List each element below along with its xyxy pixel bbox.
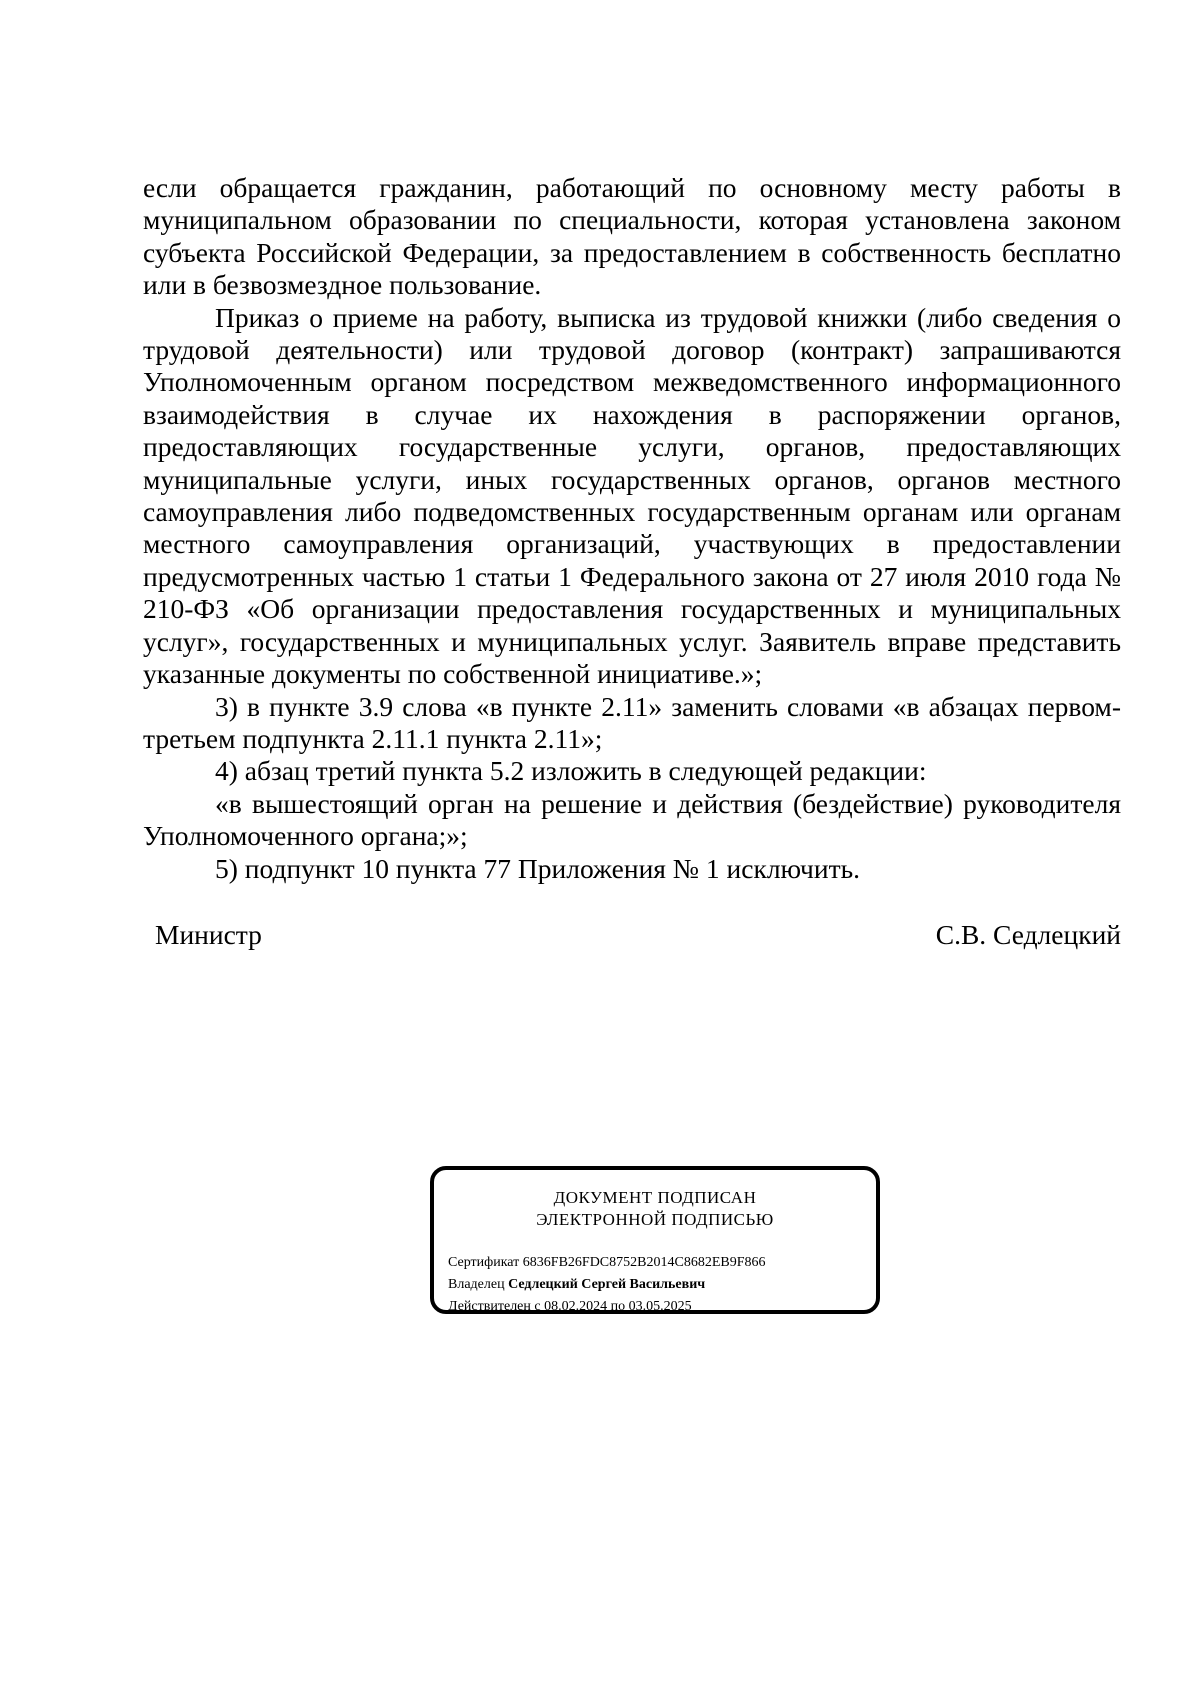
paragraph-citizen-clause: если обращается гражданин, работающий по основному месту работы в муниципальном образовании по специальности, которая установлена законом субъекта Российской Федерации, за предоставлением в собственность бесплатно или в безвозмездное пользование. [143,172,1121,301]
stamp-header-line2: ЭЛЕКТРОННОЙ ПОДПИСЬЮ [536,1210,774,1229]
owner-value: Седлецкий Сергей Васильевич [508,1277,706,1292]
stamp-owner-row [448,1274,766,1296]
stamp-validity-row [448,1296,766,1318]
certificate-label: Сертификат [448,1255,520,1270]
paragraph-item-3: 3) в пункте 3.9 слова «в пункте 2.11» заменить словами «в абзацах первом-третьем подпункта 2.11.1 пункта 2.11»; [143,690,1121,754]
owner-label: Владелец [448,1277,505,1292]
signatory-name: С.В. Седлецкий [935,919,1121,950]
stamp-certificate-row [448,1252,766,1274]
stamp-header [434,1187,876,1231]
valid-to: 03.05.2025 [628,1299,692,1314]
paragraph-item-4-text: «в вышестоящий орган на решение и действия (бездействие) руководителя Уполномоченного органа;»; [143,787,1121,852]
certificate-value: 6836FB26FDC8752B2014C8682EB9F866 [522,1255,766,1270]
electronic-signature-stamp [430,1166,880,1314]
valid-label: Действителен с [448,1299,541,1314]
valid-from: 08.02.2024 [544,1299,608,1314]
paragraph-employment-order: Приказ о приеме на работу, выписка из трудовой книжки (либо сведения о трудовой деятельности) или трудовой договор (контракт) запрашиваются Уполномоченным органом посредством межведомственного информационного взаимодействия в случае их нахождения в распоряжении органов, предоставляющих государственные услуги, органов, предоставляющих муниципальные услуги, иных государственных органов, органов местного самоуправления либо подведомственных государственным органам или органам местного самоуправления организаций, участвующих в предоставлении предусмотренных частью 1 статьи 1 Федерального закона от 27 июля 2010 года № 210-ФЗ «Об организации предоставления государственных и муниципальных услуг», государственных и муниципальных услуг. Заявитель вправе представить указанные документы по собственной инициативе.»; [143,301,1121,690]
stamp-header-line1: ДОКУМЕНТ ПОДПИСАН [553,1188,757,1207]
paragraph-item-5: 5) подпункт 10 пункта 77 Приложения № 1 исключить. [215,852,861,884]
stamp-details [448,1252,766,1318]
paragraph-item-4: 4) абзац третий пункта 5.2 изложить в следующей редакции: [215,755,927,787]
document-body [143,172,1121,885]
valid-to-label: по [610,1299,626,1314]
signatory-title: Министр [155,919,262,950]
signature-row [155,919,1121,951]
